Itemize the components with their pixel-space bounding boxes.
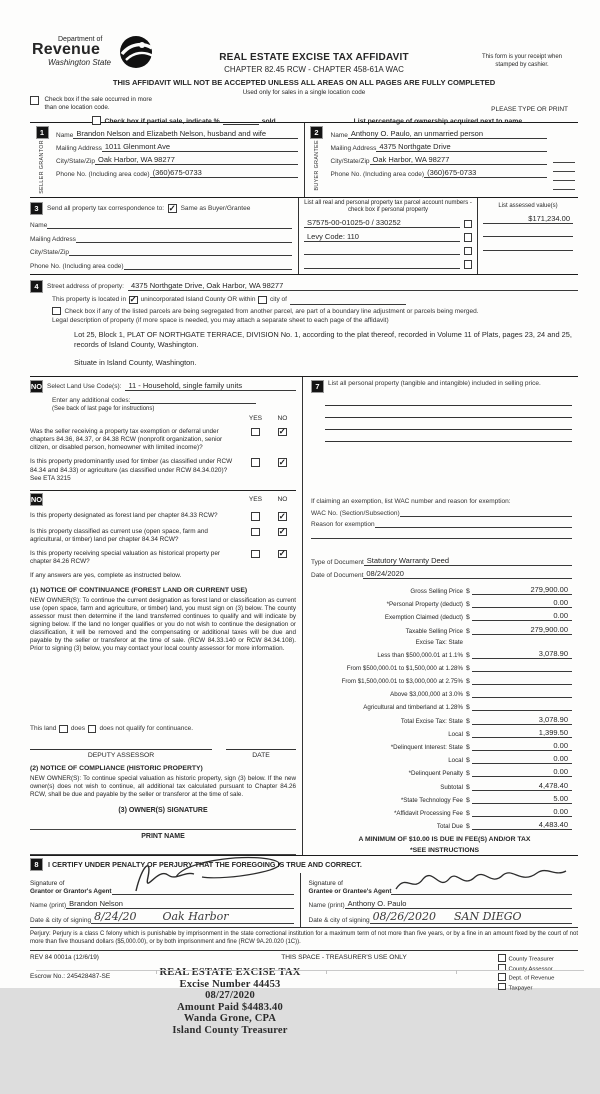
ownership-percent-fields[interactable] bbox=[553, 125, 578, 194]
does-qualify-checkbox[interactable] bbox=[59, 725, 68, 734]
affidavit-processing-fee-value[interactable]: 0.00 bbox=[472, 807, 572, 817]
state-technology-fee-value[interactable]: 5.00 bbox=[472, 794, 572, 804]
seller-name-label: Name bbox=[56, 132, 74, 139]
personal-property-line-2[interactable] bbox=[325, 407, 572, 418]
dollar-sign: $ bbox=[466, 691, 470, 699]
corr-csz-field[interactable] bbox=[69, 246, 292, 256]
dollar-sign: $ bbox=[466, 796, 470, 804]
multi-location-checkbox[interactable] bbox=[30, 96, 39, 105]
additional-codes-field[interactable] bbox=[130, 394, 256, 404]
dollar-sign: $ bbox=[466, 717, 470, 725]
stamp-treasurer-title: Island County Treasurer bbox=[172, 1024, 288, 1036]
tier-5-label: Agricultural and timberland at 1.28% bbox=[363, 704, 463, 712]
dollar-sign: $ bbox=[466, 783, 470, 791]
personal-property-line-1[interactable] bbox=[325, 395, 572, 406]
reason-field-2[interactable] bbox=[311, 529, 572, 539]
q6-2-no-checkbox[interactable] bbox=[278, 528, 287, 537]
minimum-fee-note: A MINIMUM OF $10.00 IS DUE IN FEE(S) AND/OR TAX bbox=[358, 836, 531, 844]
dollar-sign: $ bbox=[466, 651, 470, 659]
seller-csz-field[interactable]: Oak Harbor, WA 98277 bbox=[95, 155, 297, 165]
same-as-buyer-label: Same as Buyer/Grantee bbox=[180, 204, 251, 212]
parcel-list-header: List all real and personal property tax parcel account numbers - check box if personal property bbox=[304, 199, 472, 214]
parcel-row-4[interactable] bbox=[304, 259, 460, 269]
q6-1-no-checkbox[interactable] bbox=[278, 512, 287, 521]
grantor-sig-label: Signature of Grantor or Grantor's Agent bbox=[30, 880, 112, 895]
does-not-qualify-checkbox[interactable] bbox=[88, 725, 97, 734]
total-due-label: Total Due bbox=[436, 823, 463, 831]
located-mid: unincorporated Island County OR within bbox=[140, 296, 256, 304]
footer bbox=[30, 950, 578, 1094]
q6-3-no-checkbox[interactable] bbox=[278, 550, 287, 559]
reason-field[interactable] bbox=[375, 518, 572, 528]
treasurer-space-label: THIS SPACE - TREASURER'S USE ONLY bbox=[281, 954, 407, 962]
seller-csz-label: City/State/Zip bbox=[56, 158, 96, 165]
deputy-assessor-sign-line[interactable] bbox=[30, 749, 212, 750]
tier-1-value[interactable]: 3,078.90 bbox=[472, 649, 572, 659]
segregated-checkbox[interactable] bbox=[52, 307, 61, 316]
seller-phone-label: Phone No. (Including area code) bbox=[56, 171, 150, 178]
q5-1-yes-checkbox[interactable] bbox=[251, 428, 260, 437]
corr-name-field[interactable] bbox=[47, 219, 292, 229]
dollar-sign: $ bbox=[466, 678, 470, 686]
question-5-1: Was the seller receiving a property tax exemption or deferral under chapters 84.36, 84.37, or 84.38 RCW (nonprofit organization, senior citizen, or disabled person, homeowner with limited income)? bbox=[30, 427, 223, 452]
parties-section bbox=[30, 122, 578, 198]
situate-text: Situate in Island County, Washington. bbox=[74, 358, 197, 368]
perjury-statement: Perjury: Perjury is a class C felony which is punishable by imprisonment in the state correctional institution for a maximum term of not more than five years, or by a fine in an amount fixed by the court of not more than five thousand dollars ($5,000.00), or by both imprisonment and fine (RCW 9A.20.020 (1C)). bbox=[30, 927, 578, 950]
parcel-2-personal-checkbox[interactable] bbox=[464, 233, 473, 242]
date-of-document-label: Date of Document bbox=[311, 571, 364, 579]
local-tax-value[interactable]: 1,399.50 bbox=[472, 728, 572, 738]
located-pre: This property is located in bbox=[52, 296, 127, 304]
certification-section bbox=[30, 855, 578, 927]
seller-block bbox=[30, 123, 304, 197]
personal-property-deduct-label: *Personal Property (deduct) bbox=[386, 601, 463, 609]
receipt-note: This form is your receipt when stamped by cashier. bbox=[481, 54, 563, 68]
street-address-label: Street address of property: bbox=[47, 282, 124, 290]
excise-tax-state-header: Excise Tax: State bbox=[415, 638, 463, 646]
corr-name-label: Name bbox=[30, 222, 48, 230]
parcel-3-personal-checkbox[interactable] bbox=[464, 247, 473, 256]
tier-4-value[interactable] bbox=[472, 688, 572, 698]
dollar-sign: $ bbox=[466, 730, 470, 738]
q5-2-yes-checkbox[interactable] bbox=[251, 458, 260, 467]
seller-phone-field[interactable]: (360)675-0733 bbox=[150, 168, 298, 178]
buyer-address-field[interactable]: 4375 Northgate Drive bbox=[376, 142, 547, 152]
no-header: NO bbox=[277, 414, 288, 422]
no-header-6: NO bbox=[277, 496, 288, 504]
city-checkbox[interactable] bbox=[258, 296, 267, 305]
partial-sale-percent-field[interactable] bbox=[223, 124, 259, 125]
seller-name-field[interactable]: Brandon Nelson and Elizabeth Nelson, husband and wife bbox=[73, 129, 297, 139]
partial-sale-label: Check box if partial sale, indicate % bbox=[104, 117, 220, 125]
taxpayer-checkbox[interactable] bbox=[498, 983, 506, 991]
reason-label: Reason for exemption bbox=[311, 520, 375, 528]
delinquent-interest-local-label: Local bbox=[448, 757, 463, 765]
located-city-label: city of bbox=[269, 296, 287, 304]
type-of-document-field[interactable]: Statutory Warranty Deed bbox=[364, 556, 572, 566]
section-8-badge: 8 bbox=[30, 858, 43, 871]
ownership-note: List percentage of ownership acquired next to name. bbox=[353, 117, 524, 125]
subtotal-label: Subtotal bbox=[440, 783, 463, 791]
tier-3-label: From $1,500,000.01 to $3,000,000 at 2.75% bbox=[341, 678, 463, 686]
delinquent-interest-local-value[interactable]: 0.00 bbox=[472, 754, 572, 764]
buyer-csz-label: City/State/Zip bbox=[330, 158, 370, 165]
assessed-value-1[interactable]: $171,234.00 bbox=[483, 214, 573, 224]
stamp-excise-number: Excise Number 44453 bbox=[179, 978, 281, 990]
dollar-sign: $ bbox=[466, 704, 470, 712]
scan-artifact-line bbox=[36, 970, 584, 971]
grantee-name-print-field[interactable]: Anthony O. Paulo bbox=[345, 899, 572, 909]
exemption-claimed-label: Exemption Claimed (deduct) bbox=[384, 614, 463, 622]
parcel-row-2[interactable]: Levy Code: 110 bbox=[304, 232, 460, 242]
land-use-label: Select Land Use Code(s): bbox=[47, 382, 122, 390]
buyer-csz-field[interactable]: Oak Harbor, WA 98277 bbox=[370, 155, 547, 165]
assessor-date-line[interactable] bbox=[226, 749, 296, 750]
corr-address-field[interactable] bbox=[76, 233, 292, 243]
continuance-text: NEW OWNER(S): To continue the current designation as forest land or classification as current use (open space, farm and agriculture, or timber) land, you must sign on (3) below. The county assessor must then determine if the land transferred continues to qualify and will indicate by signing below. If the land no longer qualifies or you do not wish to continue the designation or classification, it will be removed and the compensating or additional taxes will be due and payable by the seller or transferor at the time of sale. (RCW 84.33.140 or RCW 84.34.108). Prior to signing (3) below, you may contact your local county assessor for more information. bbox=[30, 596, 296, 652]
stamp-amount-paid: Amount Paid $4483.40 bbox=[177, 1001, 283, 1013]
q6-3-yes-checkbox[interactable] bbox=[251, 550, 260, 559]
escrow-number: Escrow No.: 245428487-SE bbox=[30, 973, 111, 981]
tier-2-label: From $500,000.01 to $1,500,000 at 1.28% bbox=[346, 664, 463, 672]
buyer-name-field[interactable]: Anthony O. Paulo, an unmarried person bbox=[348, 129, 547, 139]
local-tax-label: Local bbox=[448, 730, 463, 738]
dollar-sign: $ bbox=[466, 601, 470, 609]
grantor-name-print-label: Name (print) bbox=[30, 902, 67, 910]
logo-state-text: Washington State bbox=[48, 58, 112, 67]
grantee-signature-icon bbox=[391, 863, 571, 897]
seller-address-label: Mailing Address bbox=[56, 145, 102, 152]
buyer-phone-field[interactable]: (360)675-0733 bbox=[424, 168, 547, 178]
dollar-sign: $ bbox=[466, 757, 470, 765]
q6-2-yes-checkbox[interactable] bbox=[251, 528, 260, 537]
tier-4-label: Above $3,000,000 at 3.0% bbox=[390, 691, 463, 699]
q5-1-no-checkbox[interactable] bbox=[278, 428, 287, 437]
personal-property-deduct-value[interactable]: 0.00 bbox=[472, 598, 572, 608]
buyer-phone-label: Phone No. (Including area code) bbox=[330, 171, 425, 178]
partial-sale-checkbox[interactable] bbox=[92, 116, 101, 125]
assessed-value-3[interactable] bbox=[483, 241, 573, 251]
exemption-label: If claiming an exemption, list WAC number and reason for exemption: bbox=[311, 497, 511, 505]
continuance-title: (1) NOTICE OF CONTINUANCE (FOREST LAND OR CURRENT USE) bbox=[30, 586, 248, 594]
dor-seal-icon bbox=[116, 32, 156, 72]
form-revision: REV 84 0001a (12/6/19) bbox=[30, 954, 99, 962]
legal-description-label: Legal description of property (if more space is needed, you may attach a separate sheet to each page of the affidavit) bbox=[52, 317, 389, 325]
instructions-note: (See back of last page for instructions) bbox=[52, 405, 155, 412]
partial-sale-suffix: sold. bbox=[261, 117, 278, 125]
section-7-badge: 7 bbox=[311, 380, 324, 393]
compliance-text: NEW OWNER(S): To continue special valuation as historic property, sign (3) below. If the new owner(s) does not wish to continue, all additional tax calculated pursuant to Chapter 84.26 RCW, shall be due and payable by the seller or transferor at the time of sale. bbox=[30, 775, 296, 799]
dollar-sign: $ bbox=[466, 627, 470, 635]
dollar-sign: $ bbox=[466, 744, 470, 752]
assessed-value-2[interactable] bbox=[483, 227, 573, 237]
buyer-address-label: Mailing Address bbox=[330, 145, 377, 152]
grantee-date-city-field[interactable]: 08/26/2020 SAN DIEGO bbox=[370, 910, 572, 924]
qualify-does-not: does not qualify for continuance. bbox=[99, 725, 194, 733]
additional-codes-label: Enter any additional codes: bbox=[52, 396, 131, 404]
section-3-badge: 3 bbox=[30, 202, 43, 215]
property-section bbox=[30, 275, 578, 377]
wac-field[interactable] bbox=[400, 507, 572, 517]
grantor-date-city-field[interactable]: 8/24/20 Oak Harbor bbox=[91, 910, 293, 924]
single-location-note: Used only for sales in a single location code bbox=[242, 89, 366, 96]
total-excise-state-value[interactable]: 3,078.90 bbox=[472, 715, 572, 725]
seller-address-field[interactable]: 1011 Glenmont Ave bbox=[102, 142, 298, 152]
buyer-block bbox=[304, 123, 579, 197]
exemption-claimed-value[interactable]: 0.00 bbox=[472, 611, 572, 621]
grantor-date-city-label: Date & city of signing bbox=[30, 917, 92, 925]
dollar-sign: $ bbox=[466, 823, 470, 831]
grantee-date-city-label: Date & city of signing bbox=[308, 917, 370, 925]
type-or-print-note: PLEASE TYPE OR PRINT bbox=[491, 106, 568, 113]
form-subtitle: CHAPTER 82.45 RCW - CHAPTER 458-61A WAC bbox=[224, 65, 404, 74]
delinquent-interest-state-label: *Delinquent Interest: State bbox=[390, 744, 463, 752]
question-6-3: Is this property receiving special valuation as historical property per chapter 84.26 RCW? bbox=[30, 549, 221, 566]
delinquent-interest-state-value[interactable]: 0.00 bbox=[472, 741, 572, 751]
corr-phone-label: Phone No. (Including area code) bbox=[30, 262, 124, 270]
question-6-2: Is this property classified as current use (open space, farm and agricultural, or timber) land per chapter 84.34 RCW? bbox=[30, 527, 208, 543]
total-due-value[interactable]: 4,483.40 bbox=[472, 820, 572, 830]
question-6-1: Is this property designated as forest land per chapter 84.33 RCW? bbox=[30, 512, 218, 520]
compliance-title: (2) NOTICE OF COMPLIANCE (HISTORIC PROPERTY) bbox=[30, 765, 203, 773]
if-yes-note: If any answers are yes, complete as instructed below. bbox=[30, 572, 182, 580]
assessed-values-label: List assessed value(s) bbox=[498, 202, 558, 209]
dept-of-revenue-checkbox[interactable] bbox=[498, 973, 506, 981]
parcel-4-personal-checkbox[interactable] bbox=[464, 260, 473, 269]
grantor-signature-icon bbox=[106, 851, 316, 897]
buyer-name-label: Name bbox=[330, 132, 348, 139]
dor-logo bbox=[32, 36, 192, 67]
dollar-sign: $ bbox=[466, 664, 470, 672]
dollar-sign: $ bbox=[466, 770, 470, 778]
tier-3-value[interactable] bbox=[472, 675, 572, 685]
qualify-pre: This land bbox=[30, 725, 57, 733]
tier-5-value[interactable] bbox=[472, 701, 572, 711]
wac-label: WAC No. (Section/Subsection) bbox=[311, 509, 400, 517]
acceptance-notice: THIS AFFIDAVIT WILL NOT BE ACCEPTED UNLESS ALL AREAS ON ALL PAGES ARE FULLY COMPLETED bbox=[112, 78, 496, 87]
form-title: REAL ESTATE EXCISE TAX AFFIDAVIT bbox=[219, 52, 409, 63]
affidavit-processing-fee-label: *Affidavit Processing Fee bbox=[393, 809, 463, 817]
deputy-assessor-label: DEPUTY ASSESSOR bbox=[87, 752, 155, 760]
distribution-checkboxes: County Treasurer County Assessor Dept. of Revenue Taxpayer bbox=[498, 954, 578, 992]
q5-2-no-checkbox[interactable] bbox=[278, 458, 287, 467]
gross-selling-price-label: Gross Selling Price bbox=[410, 587, 463, 595]
legal-description-text: Lot 25, Block 1, PLAT OF NORTHGATE TERRACE, DIVISION No. 1, according to the plat thereof, recorded in Volume 11 of Plats, pages 23, 24 and 25, records of Island County, Washington. bbox=[74, 330, 572, 349]
parcel-row-1[interactable]: S7575-00-01025-0 / 330252 bbox=[304, 218, 460, 228]
delinquent-penalty-label: *Delinquent Penalty bbox=[408, 770, 463, 778]
logo-revenue-text: Revenue bbox=[32, 41, 101, 58]
state-technology-fee-label: *State Technology Fee bbox=[400, 796, 463, 804]
same-as-buyer-checkbox[interactable] bbox=[168, 204, 177, 213]
personal-property-line-3[interactable] bbox=[325, 419, 572, 430]
unincorporated-checkbox[interactable] bbox=[129, 296, 138, 305]
seller-side-label: SELLER GRANTOR bbox=[39, 140, 45, 194]
grantor-name-print-field[interactable]: Brandon Nelson bbox=[66, 899, 293, 909]
grantee-sig-label: Signature of Grantee or Grantee's Agent bbox=[308, 880, 392, 895]
question-5-2: Is this property predominantly used for timber (as classified under RCW 84.34 and 84.33) or agriculture (as classified under RCW 84.34.020)? See ETA 3215 bbox=[30, 458, 233, 482]
section-5-badge: NO bbox=[30, 381, 43, 391]
delinquent-penalty-value[interactable]: 0.00 bbox=[472, 767, 572, 777]
dollar-sign: $ bbox=[466, 809, 470, 817]
multi-location-label: Check box if the sale occurred in more than one location code. bbox=[44, 96, 152, 111]
buyer-side-label: BUYER GRANTEE bbox=[313, 140, 320, 191]
date-of-document-field[interactable]: 08/24/2020 bbox=[363, 569, 572, 579]
parcel-1-personal-checkbox[interactable] bbox=[464, 220, 473, 229]
personal-property-label: List all personal property (tangible and intangible) included in selling price. bbox=[328, 379, 541, 387]
owners-signature-line[interactable] bbox=[30, 829, 296, 830]
section-1-badge: 1 bbox=[36, 126, 49, 139]
section-6-badge: NO bbox=[30, 495, 43, 505]
corr-address-label: Mailing Address bbox=[30, 235, 76, 243]
yes-header: YES bbox=[248, 414, 263, 422]
corr-phone-field[interactable] bbox=[124, 260, 292, 270]
dollar-sign: $ bbox=[466, 614, 470, 622]
owners-signature-heading: (3) OWNER(S) SIGNATURE bbox=[118, 807, 208, 815]
dollar-sign: $ bbox=[466, 587, 470, 595]
grantee-name-print-label: Name (print) bbox=[308, 902, 345, 910]
taxable-selling-price-value[interactable]: 279,900.00 bbox=[472, 625, 572, 635]
send-correspondence-label: Send all property tax correspondence to: bbox=[47, 204, 165, 212]
certify-statement: I CERTIFY UNDER PENALTY OF PERJURY THAT THE FOREGOING IS TRUE AND CORRECT. bbox=[48, 860, 362, 870]
corr-csz-label: City/State/Zip bbox=[30, 249, 70, 257]
grantee-signing-block bbox=[300, 873, 579, 927]
tier-2-value[interactable] bbox=[472, 662, 572, 672]
header bbox=[30, 34, 578, 125]
segregated-label: Check box if any of the listed parcels are being segregated from another parcel, are part of a boundary line adjustment or parcels being merged. bbox=[64, 308, 479, 316]
stamp-treasurer-name: Wanda Grone, CPA bbox=[183, 1013, 277, 1025]
q6-1-yes-checkbox[interactable] bbox=[251, 512, 260, 521]
county-treasurer-checkbox[interactable] bbox=[498, 954, 506, 962]
print-name-heading: PRINT NAME bbox=[141, 833, 185, 841]
stamp-title: REAL ESTATE EXCISE TAX bbox=[159, 967, 301, 979]
street-address-field[interactable]: 4375 Northgate Drive, Oak Harbor, WA 98277 bbox=[128, 281, 578, 291]
yes-header-6: YES bbox=[248, 496, 263, 504]
total-excise-state-label: Total Excise Tax: State bbox=[400, 717, 463, 725]
land-use-field[interactable]: 11 - Household, single family units bbox=[125, 381, 296, 391]
section-2-badge: 2 bbox=[310, 126, 323, 139]
parcel-row-3[interactable] bbox=[304, 245, 460, 255]
see-instructions-note: *SEE INSTRUCTIONS bbox=[409, 847, 480, 855]
grantor-signing-block bbox=[30, 873, 300, 927]
logo-dept-text: Department of bbox=[58, 36, 103, 43]
questions-tax-section bbox=[30, 377, 578, 855]
personal-property-line-4[interactable] bbox=[325, 431, 572, 442]
correspondence-parcels-section bbox=[30, 198, 578, 275]
gross-selling-price-value[interactable]: 279,900.00 bbox=[472, 585, 572, 595]
section-4-badge: 4 bbox=[30, 280, 43, 293]
city-name-field[interactable] bbox=[290, 295, 406, 305]
treasurer-stamp bbox=[110, 967, 350, 1036]
qualify-does: does bbox=[70, 725, 85, 733]
stamp-date: 08/27/2020 bbox=[205, 990, 255, 1002]
subtotal-value[interactable]: 4,478.40 bbox=[472, 781, 572, 791]
tier-1-label: Less than $500,000.01 at 1.1% bbox=[377, 651, 463, 659]
assessor-date-label: DATE bbox=[252, 752, 270, 760]
taxable-selling-price-label: Taxable Selling Price bbox=[405, 627, 463, 635]
type-of-document-label: Type of Document bbox=[311, 558, 364, 566]
